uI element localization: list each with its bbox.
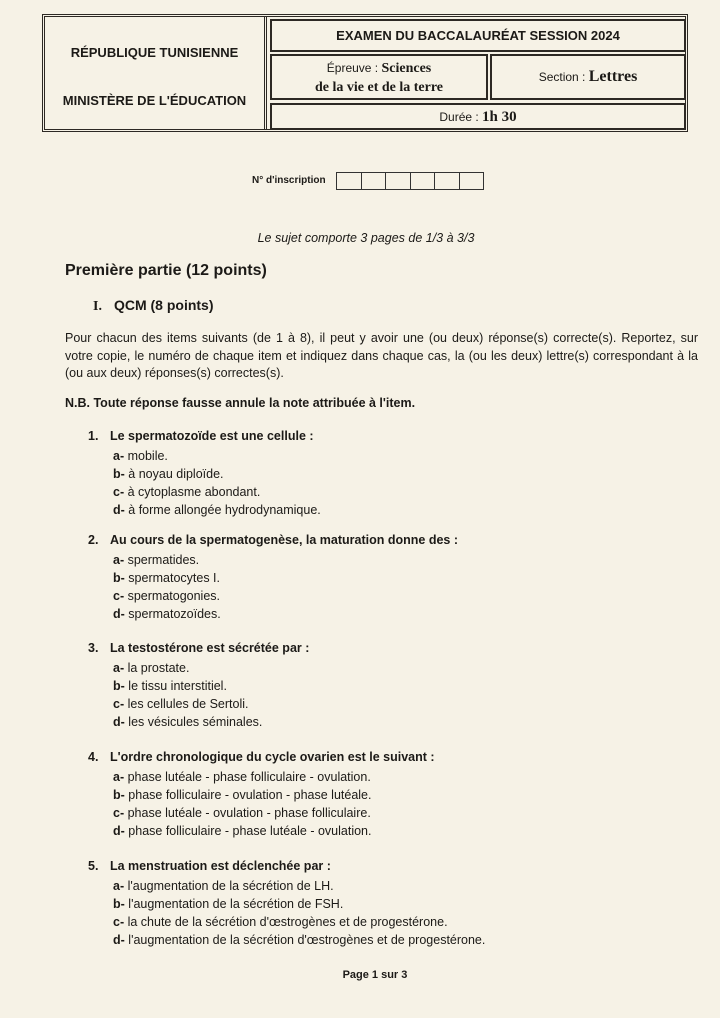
question <box>88 859 485 949</box>
option-text: phase lutéale - ovulation - phase folliculaire. <box>124 806 371 820</box>
option-list <box>88 877 485 949</box>
question-title <box>88 533 458 551</box>
section-title-text: QCM (8 points) <box>113 297 214 313</box>
option-letter: a- <box>113 770 125 784</box>
subtitle: Le sujet comporte 3 pages de 1/3 à 3/3 <box>257 231 475 245</box>
option-letter: b- <box>113 897 125 911</box>
question-title <box>88 859 485 877</box>
option-letter: c- <box>113 806 125 820</box>
question-number: 2. <box>88 533 99 547</box>
option-letter: a- <box>113 879 125 893</box>
option-text: phase lutéale - phase folliculaire - ovulation. <box>124 770 371 784</box>
exam-header <box>42 14 688 132</box>
option-letter: c- <box>113 697 125 711</box>
header-left-cell <box>45 17 267 129</box>
option-letter: b- <box>113 467 125 481</box>
question-number: 1. <box>88 429 99 443</box>
inscription-digit-box[interactable] <box>337 173 362 189</box>
epreuve-subject: Sciences <box>381 61 432 76</box>
option-list <box>88 551 458 623</box>
inscription-digit-box[interactable] <box>411 173 436 189</box>
option-item <box>113 895 485 913</box>
nb-note: N.B. Toute réponse fausse annule la note attribuée à l'item. <box>65 396 416 410</box>
part-title: Première partie (12 points) <box>65 262 267 279</box>
option-text: la chute de la sécrétion d'œstrogènes et de progestérone. <box>124 915 448 929</box>
option-text: phase folliculaire - ovulation - phase lutéale. <box>124 788 372 802</box>
option-item <box>113 822 435 840</box>
option-text: la prostate. <box>124 661 190 675</box>
option-item <box>113 447 321 465</box>
option-text: spermatides. <box>124 553 200 567</box>
instructions: Pour chacun des items suivants (de 1 à 8), il peut y avoir une (ou deux) réponse(s) correcte(s). Reportez, sur votre copie, le numéro de chaque item et indiquez dans chaque cas, la (ou les deux) lettre(s) correspondant à la (ou aux deux) réponses(s) correctes(s). <box>65 331 698 380</box>
option-item <box>113 768 435 786</box>
option-letter: c- <box>113 485 125 499</box>
option-item <box>113 587 458 605</box>
duree-value: 1h 30 <box>482 109 517 125</box>
option-item <box>113 465 321 483</box>
option-text: à cytoplasme abondant. <box>124 485 261 499</box>
inscription-digit-box[interactable] <box>435 173 460 189</box>
option-letter: b- <box>113 788 125 802</box>
inscription-label: N° d'inscription <box>252 175 326 186</box>
option-text: l'augmentation de la sécrétion de FSH. <box>124 897 344 911</box>
page-footer: Page 1 sur 3 <box>342 969 408 981</box>
epreuve-cell <box>270 54 488 100</box>
section-roman: I. <box>93 299 102 314</box>
duree-cell <box>270 103 686 130</box>
inscription-boxes[interactable] <box>336 172 484 190</box>
option-letter: d- <box>113 824 125 838</box>
section-label: Section : <box>538 70 589 84</box>
option-item <box>113 804 435 822</box>
duree-label: Durée : <box>439 110 483 124</box>
option-item <box>113 713 309 731</box>
option-item <box>113 551 458 569</box>
option-text: le tissu interstitiel. <box>124 679 227 693</box>
option-text: spermatocytes I. <box>124 571 220 585</box>
option-list <box>88 447 321 519</box>
option-letter: d- <box>113 933 125 947</box>
question-text: La testostérone est sécrétée par : <box>110 641 310 655</box>
epreuve-label: Épreuve : <box>326 61 382 75</box>
option-item <box>113 677 309 695</box>
option-list <box>88 768 435 840</box>
option-text: spermatozoïdes. <box>124 607 221 621</box>
question-text: La menstruation est déclenchée par : <box>110 859 331 873</box>
option-letter: c- <box>113 915 125 929</box>
section-title <box>93 297 214 315</box>
option-text: à noyau diploïde. <box>124 467 224 481</box>
option-letter: d- <box>113 715 125 729</box>
country-name: RÉPUBLIQUE TUNISIENNE <box>70 45 239 60</box>
question <box>88 533 458 623</box>
exam-title: EXAMEN DU BACCALAURÉAT SESSION 2024 <box>270 19 686 52</box>
option-item <box>113 483 321 501</box>
question <box>88 429 321 519</box>
option-text: les vésicules séminales. <box>124 715 263 729</box>
question-number: 5. <box>88 859 99 873</box>
option-item <box>113 877 485 895</box>
ministry-name: MINISTÈRE DE L'ÉDUCATION <box>62 93 247 108</box>
option-letter: d- <box>113 607 125 621</box>
option-text: phase folliculaire - phase lutéale - ovulation. <box>124 824 372 838</box>
question-text: Le spermatozoïde est une cellule : <box>110 429 314 443</box>
option-text: mobile. <box>124 449 168 463</box>
option-item <box>113 695 309 713</box>
epreuve-subject-line2: de la vie et de la terre <box>314 80 444 95</box>
option-item <box>113 931 485 949</box>
option-text: à forme allongée hydrodynamique. <box>124 503 321 517</box>
option-item <box>113 659 309 677</box>
question-title <box>88 750 435 768</box>
option-text: spermatogonies. <box>124 589 221 603</box>
question-text: L'ordre chronologique du cycle ovarien est le suivant : <box>110 750 435 764</box>
inscription-digit-box[interactable] <box>362 173 387 189</box>
option-text: l'augmentation de la sécrétion de LH. <box>124 879 334 893</box>
inscription-digit-box[interactable] <box>386 173 411 189</box>
option-letter: b- <box>113 571 125 585</box>
option-item <box>113 501 321 519</box>
option-list <box>88 659 309 731</box>
option-item <box>113 569 458 587</box>
option-item <box>113 605 458 623</box>
question <box>88 641 309 731</box>
question-text: Au cours de la spermatogenèse, la maturation donne des : <box>110 533 458 547</box>
option-letter: d- <box>113 503 125 517</box>
question-title <box>88 641 309 659</box>
option-item <box>113 786 435 804</box>
option-letter: a- <box>113 553 125 567</box>
option-letter: a- <box>113 661 125 675</box>
option-letter: c- <box>113 589 125 603</box>
option-text: les cellules de Sertoli. <box>124 697 249 711</box>
question-number: 3. <box>88 641 99 655</box>
option-letter: a- <box>113 449 125 463</box>
section-cell <box>490 54 686 100</box>
inscription-digit-box[interactable] <box>460 173 484 189</box>
option-text: l'augmentation de la sécrétion d'œstrogènes et de progestérone. <box>124 933 486 947</box>
question-title <box>88 429 321 447</box>
question-number: 4. <box>88 750 99 764</box>
question <box>88 750 435 840</box>
option-item <box>113 913 485 931</box>
section-value: Lettres <box>588 68 638 85</box>
option-letter: b- <box>113 679 125 693</box>
